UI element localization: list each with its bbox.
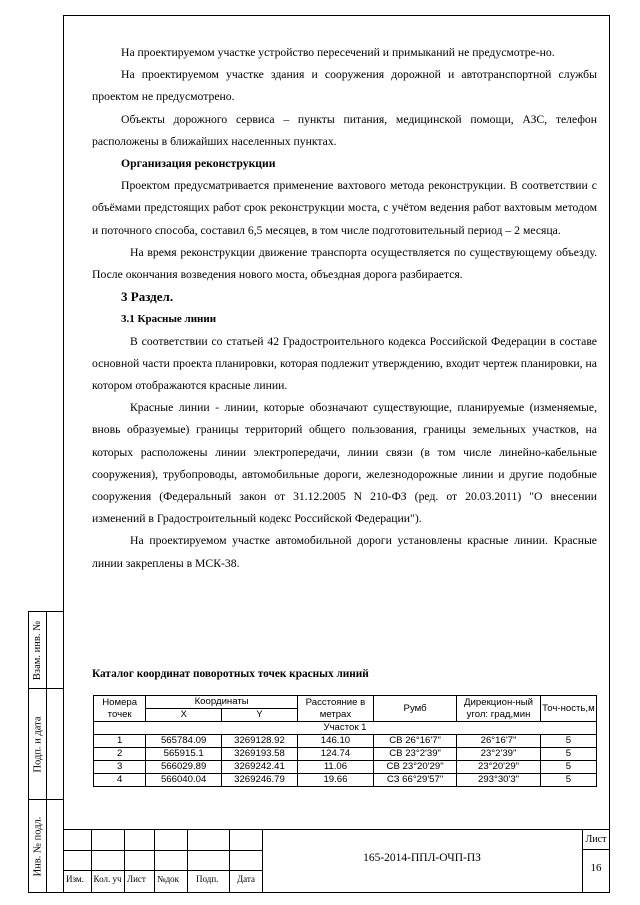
cell-rumb: СВ 26°16'7" xyxy=(373,735,456,748)
cell-direction: 26°16'7" xyxy=(457,735,541,748)
paragraph: Красные линии - линии, которые обозначают существующие, планируемые (изменяемые, вновь образуемые) границы территорий общего пользования, границы земельных участков, на которых расположены линии электропередачи, линии связи (в том числе линейно-кабельные сооружения), трубопроводы, автомобильные дороги, железнодорожные линии и другие подобные сооружения (Федеральный закон от 31.12.2005 N 210-ФЗ (ред. от 20.03.2011) "О внесении изменений в Градостроительный кодекс Российской Федерации"). xyxy=(92,401,597,526)
cell-direction: 293°30'3" xyxy=(457,774,541,787)
side-strip-inner-line xyxy=(46,611,47,893)
table-row xyxy=(94,761,597,774)
stamp-data: Дата xyxy=(237,874,255,884)
table-row xyxy=(94,748,597,761)
table-row xyxy=(94,774,597,787)
document-code: 165-2014-ППЛ-ОЧП-ПЗ xyxy=(363,852,481,864)
cell-distance: 11.06 xyxy=(297,761,373,774)
cell-accuracy: 5 xyxy=(540,774,596,787)
cell-distance: 124.74 xyxy=(297,748,373,761)
header-y: Y xyxy=(222,709,298,722)
cell-direction: 23°20'29" xyxy=(457,761,541,774)
stamp-kol-uch: Кол. уч xyxy=(93,874,122,884)
stamp-izm: Изм. xyxy=(66,874,84,884)
cell-y: 3269242.41 xyxy=(222,761,298,774)
coordinates-table xyxy=(93,695,597,787)
cell-number: 4 xyxy=(94,774,146,787)
cell-y: 3269128.92 xyxy=(222,735,298,748)
paragraph: На проектируемом участке автомобильной дороги установлены красные линии. Красные линии закреплены в МСК-38. xyxy=(92,534,597,570)
table-title: Каталог координат поворотных точек красных линий xyxy=(92,668,369,680)
side-strip-outer-line xyxy=(28,611,29,893)
stamp-row-line-2 xyxy=(63,870,262,871)
sheet-label: Лист xyxy=(585,834,607,845)
cell-number: 2 xyxy=(94,748,146,761)
cell-rumb: СВ 23°20'29" xyxy=(373,761,456,774)
frame-right-border xyxy=(609,15,610,893)
stamp-col-line-4 xyxy=(187,829,188,893)
section-subtitle: 3.1 Красные линии xyxy=(121,313,217,326)
frame-bottom-border xyxy=(28,892,610,893)
stamp-podp: Подп. xyxy=(196,874,219,884)
cell-rumb: СВ 23°2'39" xyxy=(373,748,456,761)
paragraph: В соответствии со статьей 42 Градостроительного кодекса Российской Федерации в составе основной части проекта планировки, которая подлежит утверждению, входит чертеж планировки, на котором отображаются красные линии. xyxy=(92,334,597,393)
cell-distance: 146.10 xyxy=(297,735,373,748)
paragraph: Объекты дорожного сервиса – пункты питания, медицинской помощи, АЗС, телефон расположены в ближайших населенных пунктах. xyxy=(92,112,597,148)
cell-x: 566040.04 xyxy=(146,774,222,787)
cell-number: 1 xyxy=(94,735,146,748)
stamp-row-line-1 xyxy=(63,850,262,851)
stamp-col-line-3 xyxy=(154,829,155,893)
paragraph: Проектом предусматривается применение вахтового метода реконструкции. В соответствии с объёмами предстоящих работ срок реконструкции моста, с учётом ведения работ вахтовым методом и поточного способа, составил 6,5 месяцев, в том числе подготовительный период – 2 месяца. xyxy=(92,179,597,237)
stamp-sheet-divider xyxy=(582,849,610,850)
header-coordinates: Координаты xyxy=(146,696,298,709)
cell-accuracy: 5 xyxy=(540,761,596,774)
page-body-text xyxy=(92,42,597,575)
cell-y: 3269193.58 xyxy=(222,748,298,761)
table-row xyxy=(94,735,597,748)
cell-distance: 19.66 xyxy=(297,774,373,787)
section-title: 3 Раздел. xyxy=(121,289,174,305)
header-x: X xyxy=(146,709,222,722)
header-distance: Расстояние в метрах xyxy=(297,696,373,722)
header-point-number: Номера точек xyxy=(94,696,146,722)
sheet-number: 16 xyxy=(590,862,602,874)
cell-number: 3 xyxy=(94,761,146,774)
header-direction-angle: Дирекцион-ный угол: град,мин xyxy=(457,696,541,722)
side-label-inv-podl: Инв. № подл. xyxy=(32,816,44,876)
cell-x: 565784.09 xyxy=(146,735,222,748)
stamp-top-line xyxy=(63,829,610,830)
cell-y: 3269246.79 xyxy=(222,774,298,787)
frame-left-border xyxy=(63,15,64,893)
side-label-vzam-inv: Взам. инв. № xyxy=(32,620,44,680)
cell-x: 565915.1 xyxy=(146,748,222,761)
header-rumb: Румб xyxy=(373,696,456,722)
stamp-list: Лист xyxy=(127,874,146,884)
stamp-ndok: №док xyxy=(157,874,180,884)
cell-direction: 23°2'39" xyxy=(457,748,541,761)
cell-accuracy: 5 xyxy=(540,748,596,761)
paragraph: На время реконструкции движение транспорта осуществляется по существующему объезду. После окончания возведения нового моста, объездная дорога разбирается. xyxy=(92,245,597,282)
cell-accuracy: 5 xyxy=(540,735,596,748)
cell-x: 566029.89 xyxy=(146,761,222,774)
paragraph: На проектируемом участке устройство пересечений и примыканий не предусмотре-но. xyxy=(121,46,555,59)
heading-reconstruction: Организация реконструкции xyxy=(121,157,276,171)
frame-top-border xyxy=(63,15,610,16)
header-accuracy: Точ-ность,м xyxy=(540,696,596,722)
table-group-row: Участок 1 xyxy=(94,722,597,735)
stamp-col-line-5 xyxy=(229,829,230,893)
cell-rumb: СЗ 66°29'57" xyxy=(373,774,456,787)
paragraph: На проектируемом участке здания и сооружения дорожной и автотранспортной службы проектом не предусмотрено. xyxy=(92,68,597,104)
side-label-podp-data: Подп. и дата xyxy=(32,715,44,773)
